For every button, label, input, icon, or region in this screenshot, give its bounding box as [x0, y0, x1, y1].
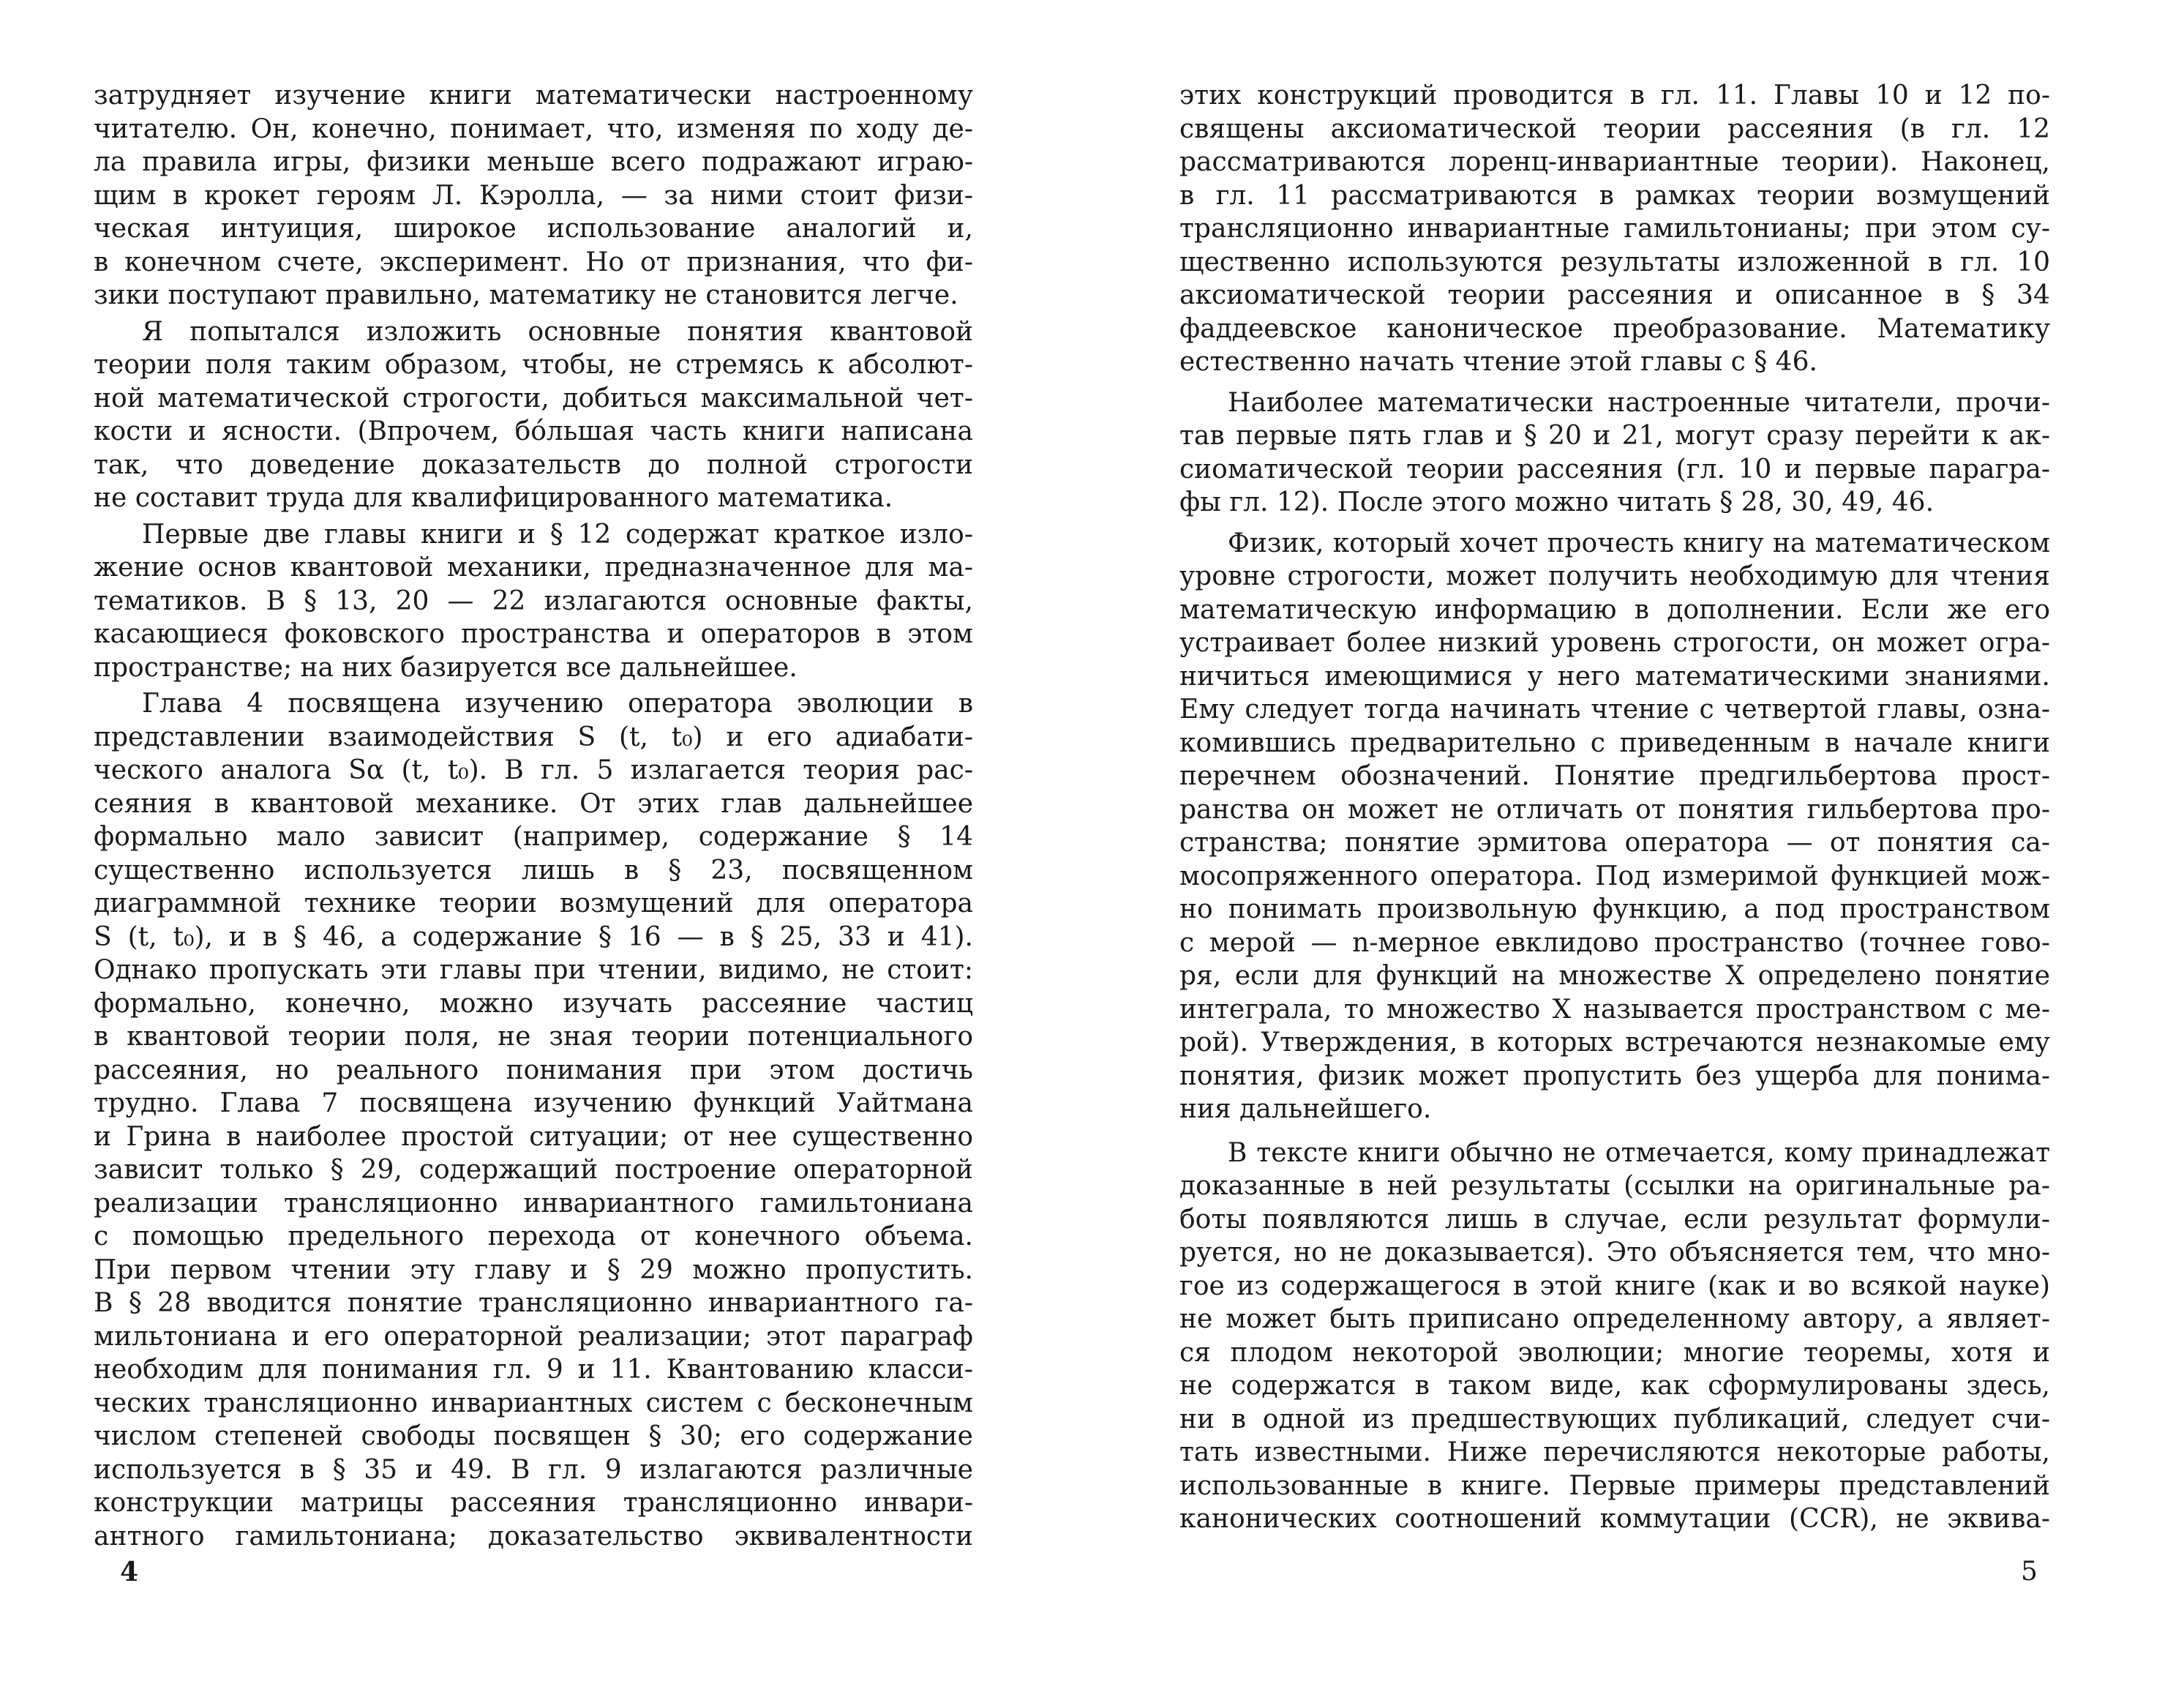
text-line: мосопряженного оператора. Под измеримой функцией мож- [1179, 861, 2050, 891]
text-line: доказанные в ней результаты (ссылки на оригинальные ра- [1179, 1171, 2050, 1201]
text-line: представлении взаимодействия S (t, t₀) и его адиабати- [94, 722, 973, 752]
text-line: Физик, который хочет прочесть книгу на математическом [1228, 528, 2050, 558]
text-line: сеяния в квантовой механике. От этих глав дальнейшее [94, 788, 973, 819]
left-page [94, 79, 973, 1553]
text-line: жение основ квантовой механики, предназначенное для ма- [94, 553, 973, 583]
text-line: S (t, t₀), и в § 46, а содержание § 16 — в § 25, 33 и 41). [94, 921, 973, 952]
text-line: не может быть приписано определенному автору, а являет- [1179, 1304, 2050, 1334]
text-line: тематиков. В § 13, 20 — 22 излагаются основные факты, [94, 585, 973, 616]
right-page [1179, 79, 2050, 1536]
text-line: фаддеевское каноническое преобразование. Математику [1179, 313, 2050, 344]
left-page-number: 4 [120, 1557, 139, 1587]
text-line: ческого аналога Sα (t, t₀). В гл. 5 излагается теория рас- [94, 755, 973, 785]
text-line: с помощью предельного перехода от конечного объема. [94, 1221, 973, 1251]
text-line: касающиеся фоковского пространства и операторов в этом [94, 619, 973, 649]
text-line: кости и ясности. (Впрочем, бо́льшая часть книги написана [94, 416, 973, 446]
text-line: необходим для понимания гл. 9 и 11. Квантованию класси- [94, 1355, 973, 1385]
paragraph [1179, 386, 2050, 520]
text-line: с мерой — n-мерное евклидово пространство (точнее гово- [1179, 927, 2050, 958]
text-line: устраивает более низкий уровень строгости, он может огра- [1179, 628, 2050, 658]
paragraph [94, 518, 973, 685]
text-line: комившись предварительно с приведенным в начале книги [1179, 727, 2050, 758]
text-line: формально мало зависит (например, содержание § 14 [94, 822, 973, 852]
text-line: рассеяния, но реального понимания при этом достичь [94, 1055, 973, 1085]
text-line: Наиболее математически настроенные читатели, прочи- [1228, 387, 2050, 418]
text-line: священы аксиоматической теории рассеяния (в гл. 12 [1179, 113, 2050, 144]
text-line: странства; понятие эрмитова оператора — от понятия са- [1179, 828, 2050, 858]
paragraph [94, 79, 973, 312]
text-line: Глава 4 посвящена изучению оператора эволюции в [142, 689, 973, 719]
text-line: существенно используется лишь в § 23, посвященном [94, 855, 973, 886]
text-line: рассматриваются лоренц-инвариантные теории). Наконец, [1179, 147, 2050, 177]
text-line: аксиоматической теории рассеяния и описанное в § 34 [1179, 280, 2050, 310]
text-line: понятия, физик может пропустить без ущерба для понима- [1179, 1060, 2050, 1091]
text-line: в конечном счете, эксперимент. Но от признания, что фи- [94, 247, 973, 277]
text-line: При первом чтении эту главу и § 29 можно пропустить. [94, 1254, 973, 1285]
text-line: но понимать произвольную функцию, а под пространством [1179, 894, 2050, 924]
text-line: ния дальнейшего. [1179, 1094, 1432, 1124]
text-line: мильтониана и его операторной реализации; этот параграф [94, 1321, 973, 1352]
text-line: числом степеней свободы посвящен § 30; его содержание [94, 1421, 973, 1451]
text-line: тав первые пять глав и § 20 и 21, могут сразу перейти к ак- [1179, 421, 2050, 451]
text-line: Я попытался изложить основные понятия квантовой [142, 316, 973, 347]
text-line: ни в одной из предшествующих публикаций, следует счи- [1179, 1404, 2050, 1434]
text-line: и Грина в наиболее простой ситуации; от нее существенно [94, 1121, 973, 1152]
text-line: перечнем обозначений. Понятие предгильбертова прост- [1179, 761, 2050, 791]
text-line: ранства он может не отличать от понятия гильбертова про- [1179, 794, 2050, 825]
text-line: щественно используются результаты изложенной в гл. 10 [1179, 247, 2050, 277]
text-line: ной математической строгости, добиться максимальной чет- [94, 383, 973, 413]
text-line: Ему следует тогда начинать чтение с четвертой главы, озна- [1179, 695, 2050, 725]
text-line: гое из содержащегося в этой книге (как и во всякой науке) [1179, 1270, 2050, 1301]
paragraph [1179, 1137, 2050, 1536]
text-line: В тексте книги обычно не отмечается, кому принадлежат [1228, 1137, 2050, 1168]
text-line: фы гл. 12). После этого можно читать § 28, 30, 49, 46. [1179, 487, 1935, 517]
text-line: антного гамильтониана; доказательство эквивалентности [94, 1521, 973, 1552]
right-page-number: 5 [2021, 1557, 2038, 1587]
text-line: затрудняет изучение книги математически настроенному [94, 81, 973, 111]
text-line: зависит только § 29, содержащий построение операторной [94, 1155, 973, 1185]
text-line: щим в крокет героям Л. Кэролла, — за ними стоит физи- [94, 180, 973, 211]
text-line: В § 28 вводится понятие трансляционно инвариантного га- [94, 1288, 973, 1318]
text-line: ря, если для функций на множестве X определено понятие [1179, 961, 2050, 991]
text-line: руется, но не доказывается). Это объясняется тем, что мно- [1179, 1238, 2050, 1268]
text-line: тать известными. Ниже перечисляются некоторые работы, [1179, 1437, 2050, 1467]
text-line: не содержатся в таком виде, как сформулированы здесь, [1179, 1371, 2050, 1401]
text-line: использованные в книге. Первые примеры представлений [1179, 1470, 2050, 1501]
text-line: Первые две главы книги и § 12 содержат краткое изло- [142, 519, 973, 550]
text-line: читателю. Он, конечно, понимает, что, изменяя по ходу де- [94, 113, 973, 144]
text-line: ся плодом некоторой эволюции; многие теоремы, хотя и [1179, 1337, 2050, 1368]
text-line: этих конструкций проводится в гл. 11. Главы 10 и 12 по- [1179, 81, 2050, 111]
text-line: теории поля таким образом, чтобы, не стремясь к абсолют- [94, 350, 973, 380]
text-line: ческая интуиция, широкое использование аналогий и, [94, 214, 973, 244]
paragraph [1179, 79, 2050, 379]
text-line: естественно начать чтение этой главы с § 46. [1179, 347, 1817, 377]
text-line: в квантовой теории поля, не зная теории потенциального [94, 1022, 973, 1052]
text-line: интеграла, то множество X называется пространством с ме- [1179, 994, 2050, 1025]
text-line: математическую информацию в дополнении. Если же его [1179, 594, 2050, 625]
text-line: канонических соотношений коммутации (CCR), не эквива- [1179, 1504, 2050, 1534]
text-line: боты появляются лишь в случае, если результат формули- [1179, 1204, 2050, 1235]
text-line: зики поступают правильно, математику не становится легче. [94, 280, 958, 310]
text-line: используется в § 35 и 49. В гл. 9 излагаются различные [94, 1454, 973, 1485]
text-line: ничиться имеющимися у него математическими знаниями. [1179, 661, 2050, 692]
text-line: реализации трансляционно инвариантного гамильтониана [94, 1188, 973, 1219]
text-line: формально, конечно, можно изучать рассеяние частиц [94, 988, 973, 1019]
text-line: ла правила игры, физики меньше всего подражают играю- [94, 147, 973, 177]
paragraph [94, 315, 973, 515]
text-line: не составит труда для квалифицированного математика. [94, 483, 893, 513]
text-line: трудно. Глава 7 посвящена изучению функций Уайтмана [94, 1088, 973, 1118]
text-line: Однако пропускать эти главы при чтении, видимо, не стоит: [94, 955, 973, 985]
text-line: пространстве; на них базируется все дальнейшее. [94, 652, 798, 683]
paragraph [94, 687, 973, 1553]
text-line: сиоматической теории рассеяния (гл. 10 и первые парагра- [1179, 454, 2050, 484]
text-line: так, что доведение доказательств до полной строгости [94, 449, 973, 480]
text-line: диаграммной технике теории возмущений для оператора [94, 888, 973, 918]
text-line: ческих трансляционно инвариантных систем с бесконечным [94, 1388, 973, 1418]
paragraph [1179, 527, 2050, 1126]
text-line: трансляционно инвариантные гамильтонианы; при этом су- [1179, 214, 2050, 244]
text-line: уровне строгости, может получить необходимую для чтения [1179, 561, 2050, 591]
text-line: конструкции матрицы рассеяния трансляционно инвари- [94, 1488, 973, 1518]
text-line: рой). Утверждения, в которых встречаются незнакомые ему [1179, 1028, 2050, 1058]
text-line: в гл. 11 рассматриваются в рамках теории возмущений [1179, 180, 2050, 211]
